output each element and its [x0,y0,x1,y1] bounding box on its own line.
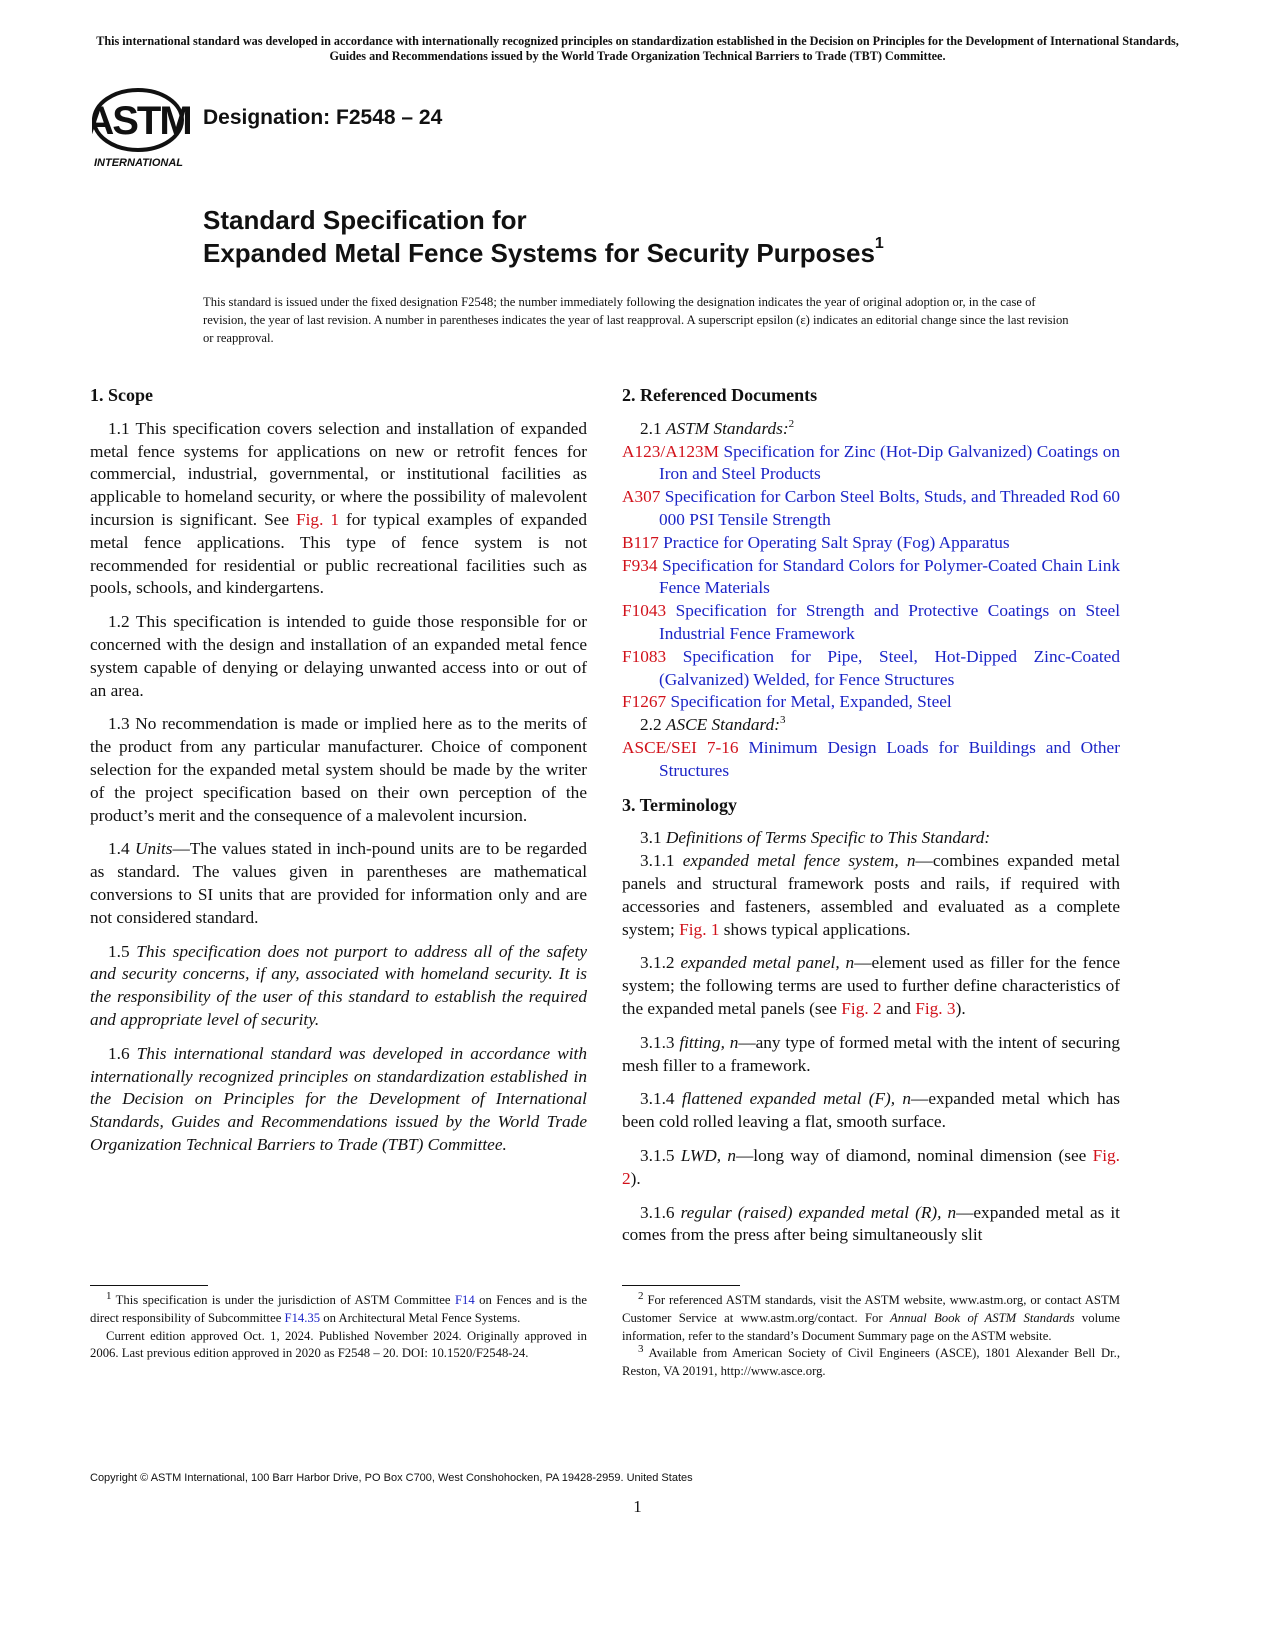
term-3-1-6-num: 3.1.6 [640,1202,681,1222]
astm-standards-text: ASTM Standards: [665,418,789,438]
fig-2-link[interactable]: Fig. 2 [841,998,882,1018]
term-3-1-5-num: 3.1.5 [640,1145,681,1165]
footnote-1 [90,1289,588,1328]
scope-1-6-num: 1.6 [108,1043,137,1063]
reference-code[interactable]: F1043 [622,601,667,621]
designation: Designation: F2548 – 24 [203,106,443,129]
footnote-3-mark: 3 [638,1343,644,1356]
title-line-2 [203,237,884,270]
term-3-1-2-and: and [881,998,916,1018]
asce-standard-label [622,714,1120,737]
footnote-1-mark: 1 [106,1289,112,1302]
term-3-1-6 [622,1202,1120,1248]
term-3-1-3-num: 3.1.3 [640,1032,680,1052]
title-line-1: Standard Specification for [203,205,527,235]
reference-title[interactable]: Minimum Design Loads for Buildings and Other Structures [659,737,1120,780]
reference-title[interactable]: Specification for Pipe, Steel, Hot-Dipped Zinc-Coated (Galvanized) Welded, for Fence Structures [659,646,1120,689]
terminology-heading: 3. Terminology [622,794,738,815]
scope-1-2: 1.2 This specification is intended to guide those responsible for or concerned with the design and installation of an expanded metal fence system capable of denying or delaying unwanted access into or out of an area. [90,612,587,700]
term-3-1-1-term: expanded metal fence system, n [682,851,916,871]
scope-1-1 [90,418,587,600]
scope-1-5-num: 1.5 [108,941,137,961]
reference-item[interactable] [622,691,1120,714]
fig-3-link[interactable]: Fig. 3 [915,998,956,1018]
international-standard-notice: This international standard was developed in accordance with internationally recognized principles on standardization established in the Decision on Principles for the Development of International Standards, Guides and Recommendations issued by the World Trade Organization Technical Barriers to Trade (TBT) Committee. [96,34,1179,63]
term-3-1-4-num: 3.1.4 [640,1089,682,1109]
reference-title[interactable]: Specification for Metal, Expanded, Steel [670,692,952,712]
reference-title[interactable]: Specification for Standard Colors for Polymer-Coated Chain Link Fence Materials [659,555,1120,598]
reference-title[interactable]: Specification for Strength and Protective Coatings on Steel Industrial Fence Framework [659,601,1120,643]
svg-text:ASTM: ASTM [92,99,190,143]
asce-standard-num: 2.2 [640,715,666,735]
scope-1-3: 1.3 No recommendation is made or implied here as to the merits of the product from any particular manufacturer. Choice of component selection for the expanded metal system should be made by the writer of the project specification based on their own perception of the product’s merit and the consequence of a malevolent incursion. [90,714,587,825]
astm-logo-text: INTERNATIONAL [94,157,184,169]
term-3-1-text: Definitions of Terms Specific to This Standard: [665,828,991,848]
reference-code[interactable]: F934 [622,555,658,575]
term-3-1-2-end: ). [955,998,966,1018]
term-3-1-5-end: ). [630,1168,641,1188]
reference-code[interactable]: ASCE/SEI 7-16 [622,737,739,757]
footnote-2 [622,1289,1120,1345]
scope-1-1-text-b: for typical examples of expanded metal fence applications. This type of fence system is not recommended for residential or public recreational facilities such as pools, schools, and kindergartens. [90,509,587,598]
scope-1-4-text: —The values stated in inch-pound units are to be regarded as standard. The values given in parentheses are mathematical conversions to SI units that are provided for information only and are not considered standard. [90,839,587,927]
footnote-2-text-a: For referenced ASTM standards, visit the ASTM website, www.astm.org, or contact ASTM Customer Service at www.astm.org/contact. For [622,1293,1120,1325]
issue-note: This standard is issued under the fixed designation F2548; the number immediately following the designation indicates the year of original adoption or, in the case of revision, the year of last revision. A number in parentheses indicates the year of last reapproval. A superscript epsilon (ε) indicates an editorial change since the last revision or reapproval. [203,295,1069,345]
footnote-3 [622,1345,1120,1381]
term-3-1-3 [622,1032,1120,1078]
title-line-2-text: Expanded Metal Fence Systems for Security Purposes [203,238,875,268]
reference-title[interactable]: Specification for Carbon Steel Bolts, Studs, and Threaded Rod 60 000 PSI Tensile Strength [659,487,1120,529]
reference-item-asce[interactable] [622,737,1120,783]
fig-2-link[interactable]: Fig. 2 [622,1145,1120,1188]
footnote-2-mark: 2 [638,1289,644,1302]
term-3-1-2-term: expanded metal panel, n [680,953,855,973]
footnote-2-text-b: volume information, refer to the standard’s Document Summary page on the ASTM website. [622,1310,1120,1343]
term-3-1-2 [622,952,1120,1020]
astm-logo [92,86,190,172]
scope-1-5-text: This specification does not purport to address all of the safety and security concerns, if any, associated with homeland security. It is the responsibility of the user of this standard to establish the required and appropriate level of security. [90,941,587,1029]
astm-standards-label [622,418,1120,441]
term-3-1-3-term: fitting, n [679,1032,739,1052]
fig-1-link[interactable]: Fig. 1 [679,919,720,939]
astm-reference-list [622,441,1120,715]
term-3-1 [622,827,1120,850]
reference-item[interactable] [622,600,1120,646]
reference-item[interactable] [622,486,1120,532]
copyright: Copyright © ASTM International, 100 Barr Harbor Drive, PO Box C700, West Conshohocken, PA 19428-2959. United States [90,1472,693,1484]
reference-title[interactable]: Practice for Operating Salt Spray (Fog) Apparatus [663,532,1010,552]
subcommittee-f14-35-link[interactable]: F14.35 [284,1310,321,1325]
footnotes-right [622,1285,1120,1381]
fig-1-link[interactable]: Fig. 1 [296,509,340,529]
term-3-1-1-text: —combines expanded metal panels and structural framework posts and rails, if required with accessories and fasteners, assembled and evaluated as a complete system; [622,851,1121,939]
edition-note: Current edition approved Oct. 1, 2024. Published November 2024. Originally approved in 2006. Last previous edition approved in 2020 as F2548 – 20. DOI: 10.1520/F2548-24. [90,1328,587,1361]
asce-standard-text: ASCE Standard: [665,715,781,735]
reference-code[interactable]: F1083 [622,646,667,666]
title-footnote-mark: 1 [874,235,884,253]
reference-code[interactable]: F1267 [622,692,667,712]
reference-code[interactable]: A307 [622,487,661,507]
scope-1-6-text: This international standard was developed in accordance with internationally recognized principles on standardization established in the Decision on Principles for the Development of International Standards, Guides and Recommendations issued by the World Trade Organization Technical Barriers to Trade (TBT) Committee. [90,1043,587,1154]
astm-standards-num: 2.1 [640,418,666,438]
term-3-1-5-term: LWD, n [680,1145,736,1165]
term-3-1-4-text: —expanded metal which has been cold rolled leaving a flat, smooth surface. [622,1089,1120,1132]
page-number: 1 [633,1497,642,1516]
document-title [203,204,884,270]
scope-1-6 [90,1043,587,1157]
scope-heading: 1. Scope [90,385,153,405]
scope-1-1-text-a: 1.1 This specification covers selection and installation of expanded metal fence systems for applications on new or retrofit fences for commercial, industrial, governmental, or institutional facilities as applicable to homeland security, or where the possibility of malevolent incursion is significant. See [90,418,587,529]
footnote-1-text-b: on Fences and is the direct responsibility of Subcommittee [90,1293,588,1325]
term-3-1-4 [622,1088,1120,1134]
term-3-1-3-text: —any type of formed metal with the intent of securing mesh filler to a framework. [622,1032,1120,1075]
asce-standard-fn: 3 [780,714,786,727]
term-3-1-2-num: 3.1.2 [640,953,681,973]
term-3-1-6-term: regular (raised) expanded metal (R), n [680,1202,957,1222]
footnote-2-italic: Annual Book of ASTM Standards [890,1310,1075,1325]
scope-1-4 [90,838,587,929]
reference-code[interactable]: B117 [622,532,659,552]
footnote-divider [622,1285,740,1286]
reference-item[interactable] [622,441,1120,487]
left-column [90,384,587,1168]
reference-item[interactable] [622,532,1120,555]
reference-code[interactable]: A123/A123M [622,441,719,461]
term-3-1-4-term: flattened expanded metal (F), n [681,1089,912,1109]
term-3-1-1-num: 3.1.1 [640,851,683,871]
term-3-1-1 [622,850,1120,941]
astm-logo-icon [92,86,190,172]
reference-item[interactable] [622,555,1120,601]
footnote-3-text: Available from American Society of Civil Engineers (ASCE), 1801 Alexander Bell Dr., Reston, VA 20191, http://www.asce.org. [622,1346,1120,1379]
committee-f14-link[interactable]: F14 [454,1293,475,1307]
scope-1-4-num: 1.4 [108,839,136,859]
right-column [622,384,1120,1258]
term-3-1-5-text: —long way of diamond, nominal dimension (see [736,1145,1093,1165]
scope-1-4-term: Units [135,839,173,859]
reference-title[interactable]: Specification for Zinc (Hot-Dip Galvanized) Coatings on Iron and Steel Products [659,441,1120,484]
footnote-1-text-c: on Architectural Metal Fence Systems. [320,1310,521,1325]
term-3-1-5 [622,1145,1120,1191]
scope-1-5 [90,941,587,1032]
term-3-1-2-text: —element used as filler for the fence system; the following terms are used to further define characteristics of the expanded metal panels (see [622,953,1120,1018]
footnotes-left [90,1285,587,1363]
term-3-1-1-after: shows typical applications. [719,919,911,939]
footnote-1-text-a: This specification is under the jurisdiction of ASTM Committee [111,1293,455,1307]
term-3-1-num: 3.1 [640,828,666,848]
reference-item[interactable] [622,646,1120,692]
footnote-divider [90,1285,208,1286]
referenced-documents-heading: 2. Referenced Documents [622,385,818,405]
astm-standards-fn: 2 [788,418,795,431]
term-3-1-6-text: —expanded metal as it comes from the press after being simultaneously slit [622,1202,1120,1245]
